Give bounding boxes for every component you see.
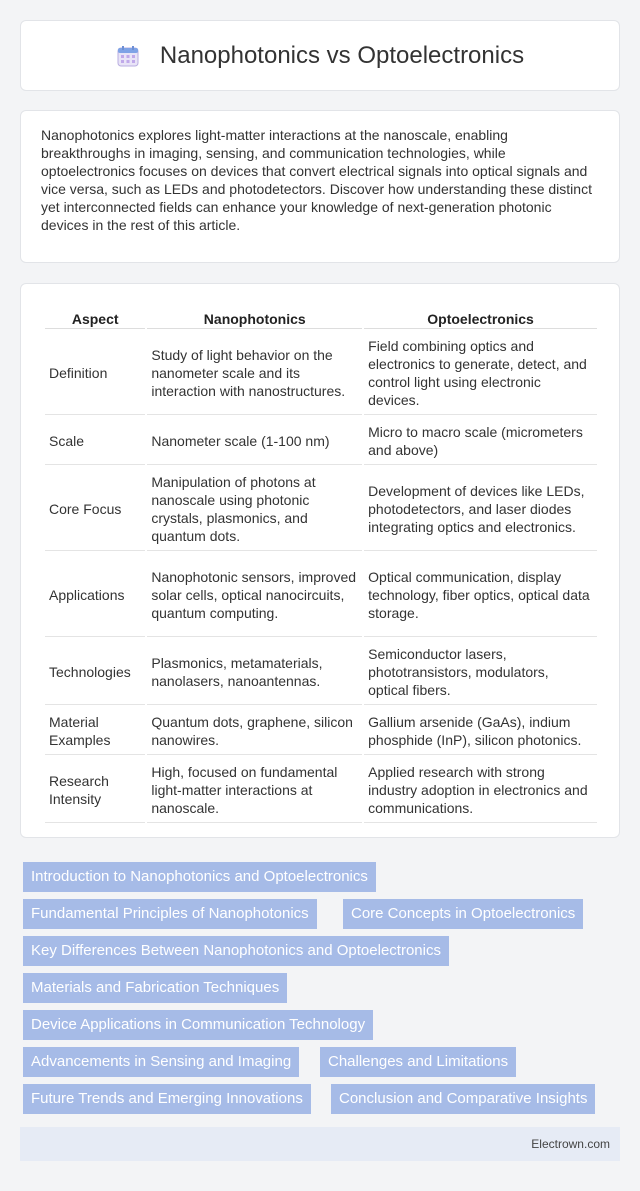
column-header-optoelectronics: Optoelectronics <box>364 306 597 329</box>
table-row <box>45 467 597 551</box>
table-row <box>45 757 597 823</box>
cell-aspect: Research Intensity <box>45 757 145 823</box>
cell-optoelectronics: Optical communication, display technology, fiber optics, optical data storage. <box>364 553 597 637</box>
cell-nanophotonics: Study of light behavior on the nanometer scale and its interaction with nanostructures. <box>147 331 362 415</box>
cell-nanophotonics: High, focused on fundamental light-matter interactions at nanoscale. <box>147 757 362 823</box>
cell-optoelectronics: Semiconductor lasers, phototransistors, modulators, optical fibers. <box>364 639 597 705</box>
header-card <box>20 20 620 91</box>
table-row <box>45 553 597 637</box>
cell-optoelectronics: Micro to macro scale (micrometers and above) <box>364 417 597 465</box>
cell-optoelectronics: Field combining optics and electronics to generate, detect, and control light using electronic devices. <box>364 331 597 415</box>
tag-link[interactable]: Device Applications in Communication Technology <box>23 1010 373 1040</box>
page-title: Nanophotonics vs Optoelectronics <box>159 41 525 69</box>
table-row <box>45 331 597 415</box>
comparison-table <box>43 304 599 825</box>
intro-card <box>20 110 620 263</box>
cell-aspect: Definition <box>45 331 145 415</box>
tag-link[interactable]: Materials and Fabrication Techniques <box>23 973 287 1003</box>
column-header-nanophotonics: Nanophotonics <box>147 306 362 329</box>
footer <box>20 1127 620 1161</box>
tag-link[interactable]: Conclusion and Comparative Insights <box>331 1084 595 1114</box>
calendar-icon <box>116 44 140 68</box>
tag-link[interactable]: Future Trends and Emerging Innovations <box>23 1084 311 1114</box>
footer-site-link[interactable]: Electrown.com <box>531 1137 610 1151</box>
tag-link[interactable]: Key Differences Between Nanophotonics and Optoelectronics <box>23 936 449 966</box>
intro-paragraph: Nanophotonics explores light-matter interactions at the nanoscale, enabling breakthroughs in imaging, sensing, and communication technologies, while optoelectronics focuses on devices that convert electrical signals into optical signals and vice versa, such as LEDs and photodetectors. Discover how understanding these distinct yet interconnected fields can enhance your knowledge of next-generation photonic devices in the rest of this article. <box>41 127 592 233</box>
cell-aspect: Technologies <box>45 639 145 705</box>
tag-link[interactable]: Fundamental Principles of Nanophotonics <box>23 899 317 929</box>
cell-aspect: Core Focus <box>45 467 145 551</box>
cell-aspect: Material Examples <box>45 707 145 755</box>
cell-aspect: Scale <box>45 417 145 465</box>
cell-nanophotonics: Quantum dots, graphene, silicon nanowires. <box>147 707 362 755</box>
cell-nanophotonics: Manipulation of photons at nanoscale using photonic crystals, plasmonics, and quantum dots. <box>147 467 362 551</box>
cell-optoelectronics: Gallium arsenide (GaAs), indium phosphide (InP), silicon photonics. <box>364 707 597 755</box>
tag-link[interactable]: Challenges and Limitations <box>320 1047 516 1077</box>
table-row <box>45 417 597 465</box>
tag-link[interactable]: Introduction to Nanophotonics and Optoelectronics <box>23 862 376 892</box>
cell-nanophotonics: Nanophotonic sensors, improved solar cells, optical nanocircuits, quantum computing. <box>147 553 362 637</box>
cell-nanophotonics: Plasmonics, metamaterials, nanolasers, nanoantennas. <box>147 639 362 705</box>
table-header-row <box>45 306 597 329</box>
tag-link[interactable]: Advancements in Sensing and Imaging <box>23 1047 299 1077</box>
cell-optoelectronics: Development of devices like LEDs, photodetectors, and laser diodes integrating optics and electronics. <box>364 467 597 551</box>
tag-link[interactable]: Core Concepts in Optoelectronics <box>343 899 583 929</box>
table-row <box>45 707 597 755</box>
comparison-card <box>20 283 620 838</box>
cell-optoelectronics: Applied research with strong industry adoption in electronics and communications. <box>364 757 597 823</box>
cell-aspect: Applications <box>45 553 145 637</box>
cell-nanophotonics: Nanometer scale (1-100 nm) <box>147 417 362 465</box>
column-header-aspect: Aspect <box>45 306 145 329</box>
table-row <box>45 639 597 705</box>
